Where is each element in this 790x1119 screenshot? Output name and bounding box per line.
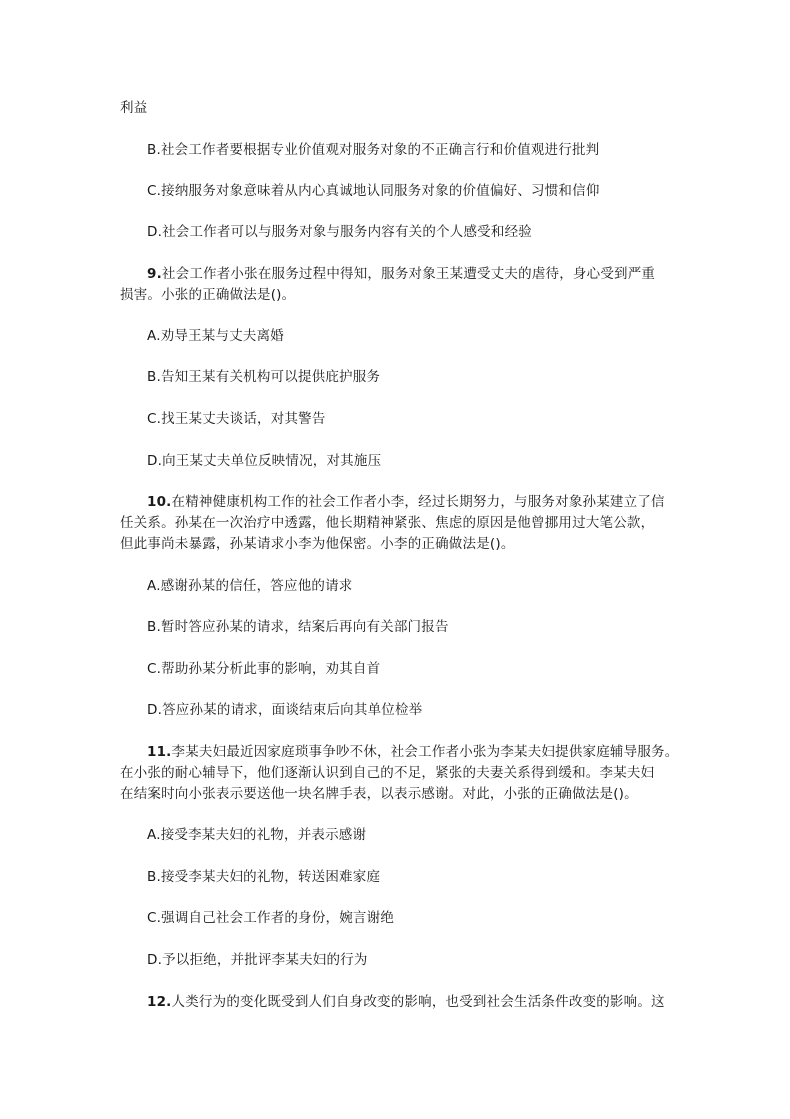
question-9-line-2: 损害。小张的正确做法是()。 xyxy=(120,287,296,303)
question-9-option-d: D.向王某丈夫单位反映情况，对其施压 xyxy=(147,453,382,469)
question-11-line-3: 在结案时向小张表示要送他一块名牌手表，以表示感谢。对此，小张的正确做法是()。 xyxy=(120,786,638,802)
question-9-option-c: C.找王某丈夫谈话，对其警告 xyxy=(147,411,326,427)
question-10-line-1 xyxy=(147,492,680,513)
question-10-option-c: C.帮助孙某分析此事的影响，劝其自首 xyxy=(147,661,381,677)
question-10-line-2: 任关系。孙某在一次治疗中透露，他长期精神紧张、焦虑的原因是他曾挪用过大笔公款， xyxy=(120,515,655,531)
question-11-line-1 xyxy=(147,742,680,763)
question-11-option-c: C.强调自己社会工作者的身份，婉言谢绝 xyxy=(147,910,395,926)
question-9-option-a: A.劝导王某与丈夫离婚 xyxy=(147,328,284,344)
question-12-text-1: 人类行为的变化既受到人们自身改变的影响，也受到社会生活条件改变的影响。这 xyxy=(171,994,665,1010)
question-11-option-b: B.接受李某夫妇的礼物，转送困难家庭 xyxy=(147,869,381,885)
question-12-line-1 xyxy=(147,992,680,1013)
question-11-line-2: 在小张的耐心辅导下，他们逐渐认识到自己的不足，紧张的夫妻关系得到缓和。李某夫妇 xyxy=(120,765,655,781)
question-9-line-1 xyxy=(147,264,680,285)
question-10-line-3: 但此事尚未暴露，孙某请求小李为他保密。小李的正确做法是()。 xyxy=(120,536,515,552)
question-11-option-d: D.予以拒绝，并批评李某夫妇的行为 xyxy=(147,952,368,968)
question-11-option-a: A.接受李某夫妇的礼物，并表示感谢 xyxy=(147,827,367,843)
question-10-option-b: B.暂时答应孙某的请求，结案后再向有关部门报告 xyxy=(147,619,449,635)
question-10-number: 10. xyxy=(147,494,172,510)
question-9-text-1: 社会工作者小张在服务过程中得知，服务对象王某遭受丈夫的虐待，身心受到严重 xyxy=(161,266,656,282)
question-11-number: 11. xyxy=(147,744,172,760)
question-10-option-a: A.感谢孙某的信任，答应他的请求 xyxy=(147,578,353,594)
continuation-text: 利益 xyxy=(120,100,148,116)
question-12-number: 12. xyxy=(147,994,172,1010)
question-10-option-d: D.答应孙某的请求，面谈结束后向其单位检举 xyxy=(147,702,423,718)
question-9-option-b: B.告知王某有关机构可以提供庇护服务 xyxy=(147,369,381,385)
option-d: D.社会工作者可以与服务对象与服务内容有关的个人感受和经验 xyxy=(147,224,532,240)
question-11-text-1: 李某夫妇最近因家庭琐事争吵不休，社会工作者小张为李某夫妇提供家庭辅导服务。 xyxy=(171,744,679,760)
question-9-number: 9. xyxy=(147,266,162,282)
question-10-text-1: 在精神健康机构工作的社会工作者小李，经过长期努力，与服务对象孙某建立了信 xyxy=(171,494,665,510)
option-c: C.接纳服务对象意味着从内心真诚地认同服务对象的价值偏好、习惯和信仰 xyxy=(147,183,600,199)
option-b: B.社会工作者要根据专业价值观对服务对象的不正确言行和价值观进行批判 xyxy=(147,142,600,158)
